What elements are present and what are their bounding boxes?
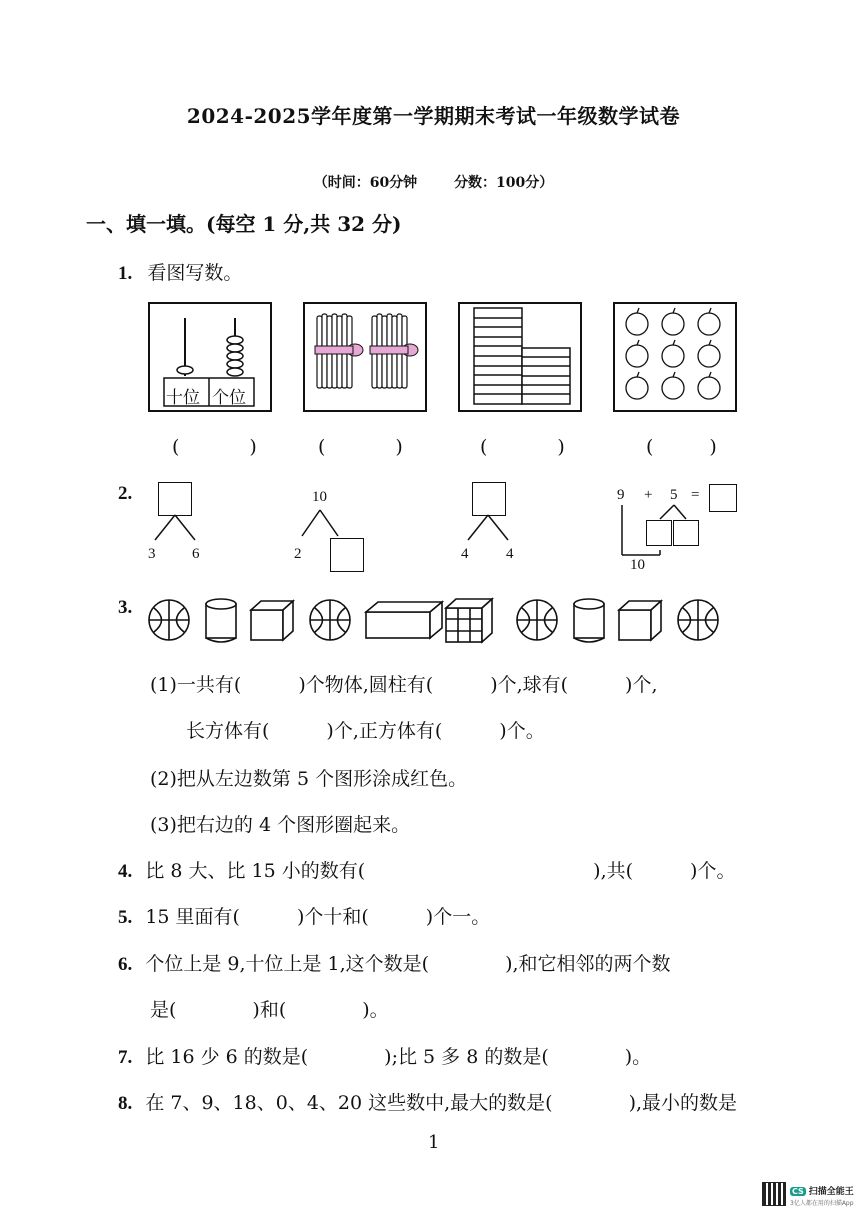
- question-number: 2.: [118, 483, 133, 504]
- split-number: 2: [294, 546, 302, 562]
- cube-icon: [619, 601, 661, 640]
- sticks-figure: [303, 302, 427, 412]
- apple-icon: [615, 304, 735, 410]
- question-4: [118, 856, 735, 883]
- section-heading: 一、填一填。(每空 1 分,共 32 分): [86, 212, 402, 236]
- scanner-tagline: 3亿人都在用的扫描App: [790, 1200, 854, 1207]
- split-lines-icon: [458, 515, 518, 545]
- split-number: 10: [312, 489, 327, 505]
- ball-icon: [149, 600, 189, 640]
- question-text: 比 16 少 6 的数是( );比 5 多 8 的数是( )。: [145, 1046, 652, 1068]
- split-number: 3: [148, 546, 156, 562]
- question-number: 8.: [118, 1093, 133, 1114]
- ten-blocks-icon: [460, 304, 580, 410]
- exam-info: [0, 172, 867, 192]
- ones-label: 个位: [212, 388, 246, 408]
- equals-sign: =: [691, 487, 700, 503]
- question-6: [118, 949, 671, 976]
- answer-box-2d[interactable]: [709, 484, 737, 512]
- answer-blank-1b[interactable]: ( ): [318, 436, 403, 458]
- apples-figure: [613, 302, 737, 412]
- answer-box-2f[interactable]: [673, 520, 699, 546]
- cylinder-icon: [574, 599, 604, 642]
- split-number: 6: [192, 546, 200, 562]
- q3-line-4: (3)把右边的 4 个图形圈起来。: [150, 814, 411, 836]
- question-7: [118, 1042, 651, 1069]
- rubik-cube-icon: [446, 599, 492, 642]
- question-number: 3.: [118, 597, 133, 618]
- camscanner-logo-icon: CS: [792, 1187, 804, 1196]
- page-title: 2024-2025学年度第一学期期末考试一年级数学试卷: [186, 104, 681, 128]
- question-text: 比 8 大、比 15 小的数有( ),共( )个。: [145, 860, 736, 882]
- question-text: 在 7、9、18、0、4、20 这些数中,最大的数是( ),最小的数是: [145, 1092, 738, 1114]
- plus-sign: +: [644, 487, 653, 503]
- answer-blank-1a[interactable]: ( ): [172, 436, 257, 458]
- ball-icon: [517, 600, 557, 640]
- abacus-figure: [148, 302, 272, 412]
- question-number: 5.: [118, 907, 133, 928]
- answer-box-2a[interactable]: [158, 482, 192, 516]
- question-number: 1.: [118, 263, 133, 284]
- stick-bundles-icon: [305, 304, 425, 410]
- answer-blank-1d[interactable]: ( ): [646, 436, 717, 458]
- question-5: [118, 902, 490, 929]
- q3-line-2: 长方体有( )个,正方体有( )个。: [186, 720, 545, 742]
- cylinder-icon: [206, 599, 236, 642]
- question-number: 4.: [118, 861, 133, 882]
- question-text: 看图写数。: [147, 262, 243, 284]
- scanner-brand: CS 扫描全能王: [792, 1187, 854, 1197]
- question-8: [118, 1088, 737, 1115]
- answer-box-2c[interactable]: [472, 482, 506, 516]
- split-number: 5: [670, 487, 678, 503]
- split-number: 4: [506, 546, 514, 562]
- q3-line-1: (1)一共有( )个物体,圆柱有( )个,球有( )个,: [150, 674, 658, 696]
- split-number: 9: [617, 487, 625, 503]
- ball-icon: [310, 600, 350, 640]
- answer-box-2e[interactable]: [646, 520, 672, 546]
- solid-shapes-row: [148, 596, 728, 646]
- question-text: 个位上是 9,十位上是 1,这个数是( ),和它相邻的两个数: [145, 953, 671, 975]
- question-text-continued: 是( )和( )。: [150, 999, 389, 1021]
- exam-score: 分数：100分）: [454, 175, 554, 191]
- question-text: 15 里面有( )个十和( )个一。: [145, 906, 491, 928]
- page-number: 1: [428, 1132, 440, 1153]
- ball-icon: [678, 600, 718, 640]
- qr-code-icon: [762, 1182, 786, 1206]
- split-lines-icon: [290, 510, 350, 540]
- split-lines-icon: [145, 515, 205, 545]
- answer-box-2b[interactable]: [330, 538, 364, 572]
- cube-icon: [251, 601, 293, 640]
- split-number: 10: [630, 557, 645, 573]
- exam-time: （时间：60分钟: [313, 175, 418, 191]
- question-1: [118, 258, 242, 285]
- question-number: 6.: [118, 954, 133, 975]
- split-number: 4: [461, 546, 469, 562]
- question-number: 7.: [118, 1047, 133, 1068]
- answer-blank-1c[interactable]: ( ): [480, 436, 565, 458]
- q3-line-3: (2)把从左边数第 5 个图形涂成红色。: [150, 768, 468, 790]
- tens-label: 十位: [166, 388, 200, 408]
- blocks-figure: [458, 302, 582, 412]
- cuboid-icon: [366, 602, 442, 638]
